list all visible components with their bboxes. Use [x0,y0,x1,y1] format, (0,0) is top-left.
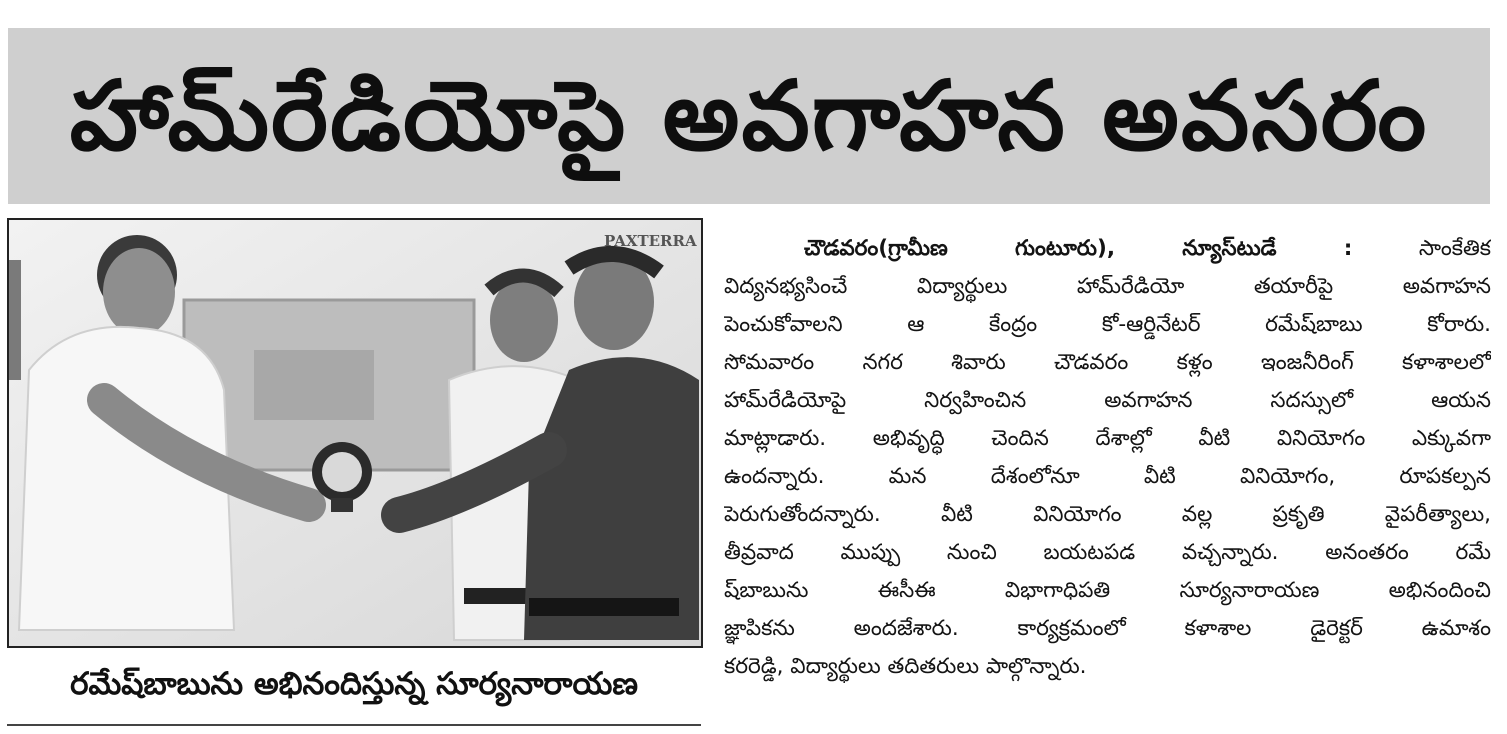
article-line: జ్ఞాపికను అందజేశారు. కార్యక్రమంలో కళాశాల డైరెక్టర్ ఉమాశం [724,616,1491,641]
article-line: హామ్‌రేడియోపై నిర్వహించిన అవగాహన సదస్సులో ఆయన [724,388,1491,413]
article-line: పెరుగుతోందన్నారు. వీటి వినియోగం వల్ల ప్రకృతి వైపరీత్యాలు, [724,502,1491,527]
article-line: విద్యనభ్యసించే విద్యార్థులు హామ్‌రేడియో తయారీపై అవగాహన [724,274,1491,299]
dateline: చౌడవరం(గ్రామీణ గుంటూరు), న్యూస్‌టుడే : [804,236,1353,261]
article-line: మాట్లాడారు. అభివృద్ధి చెందిన దేశాల్లో వీటి వినియోగం ఎక్కువగా [724,426,1491,451]
photo-watermark: PAXTERRA [604,232,697,250]
headline-band [8,28,1490,204]
headline: హామ్‌రేడియోపై అవగాహన అవసరం [69,60,1429,172]
article-body [724,230,1491,730]
article-line: పెంచుకోవాలని ఆ కేంద్రం కో-ఆర్డినేటర్ రమేష్‌బాబు కోరారు. [724,312,1491,337]
photo-illustration [9,220,701,646]
article-line [724,230,1491,268]
news-photo [7,218,703,648]
article-line: తీవ్రవాద ముప్పు నుంచి బయటపడ వచ్చన్నారు. అనంతరం రమే [724,540,1491,565]
photo-caption: రమేష్‌బాబును అభినందిస్తున్న సూర్యనారాయణ [70,665,638,702]
article-line: ష్‌బాబును ఈసీఈ విభాగాధిపతి సూర్యనారాయణ అభినందించి [724,578,1491,603]
article-line: కరరెడ్డి, విద్యార్థులు తదితరులు పాల్గొన్నారు. [724,654,1087,679]
first-line-text: సాంకేతిక [1418,236,1491,261]
caption-rule [7,724,701,726]
article-line: ఉందన్నారు. మన దేశంలోనూ వీటి వినియోగం, రూపకల్పన [724,464,1491,489]
article-line: సోమవారం నగర శివారు చౌడవరం కళ్లం ఇంజనీరింగ్ కళాశాలలో [724,350,1491,375]
